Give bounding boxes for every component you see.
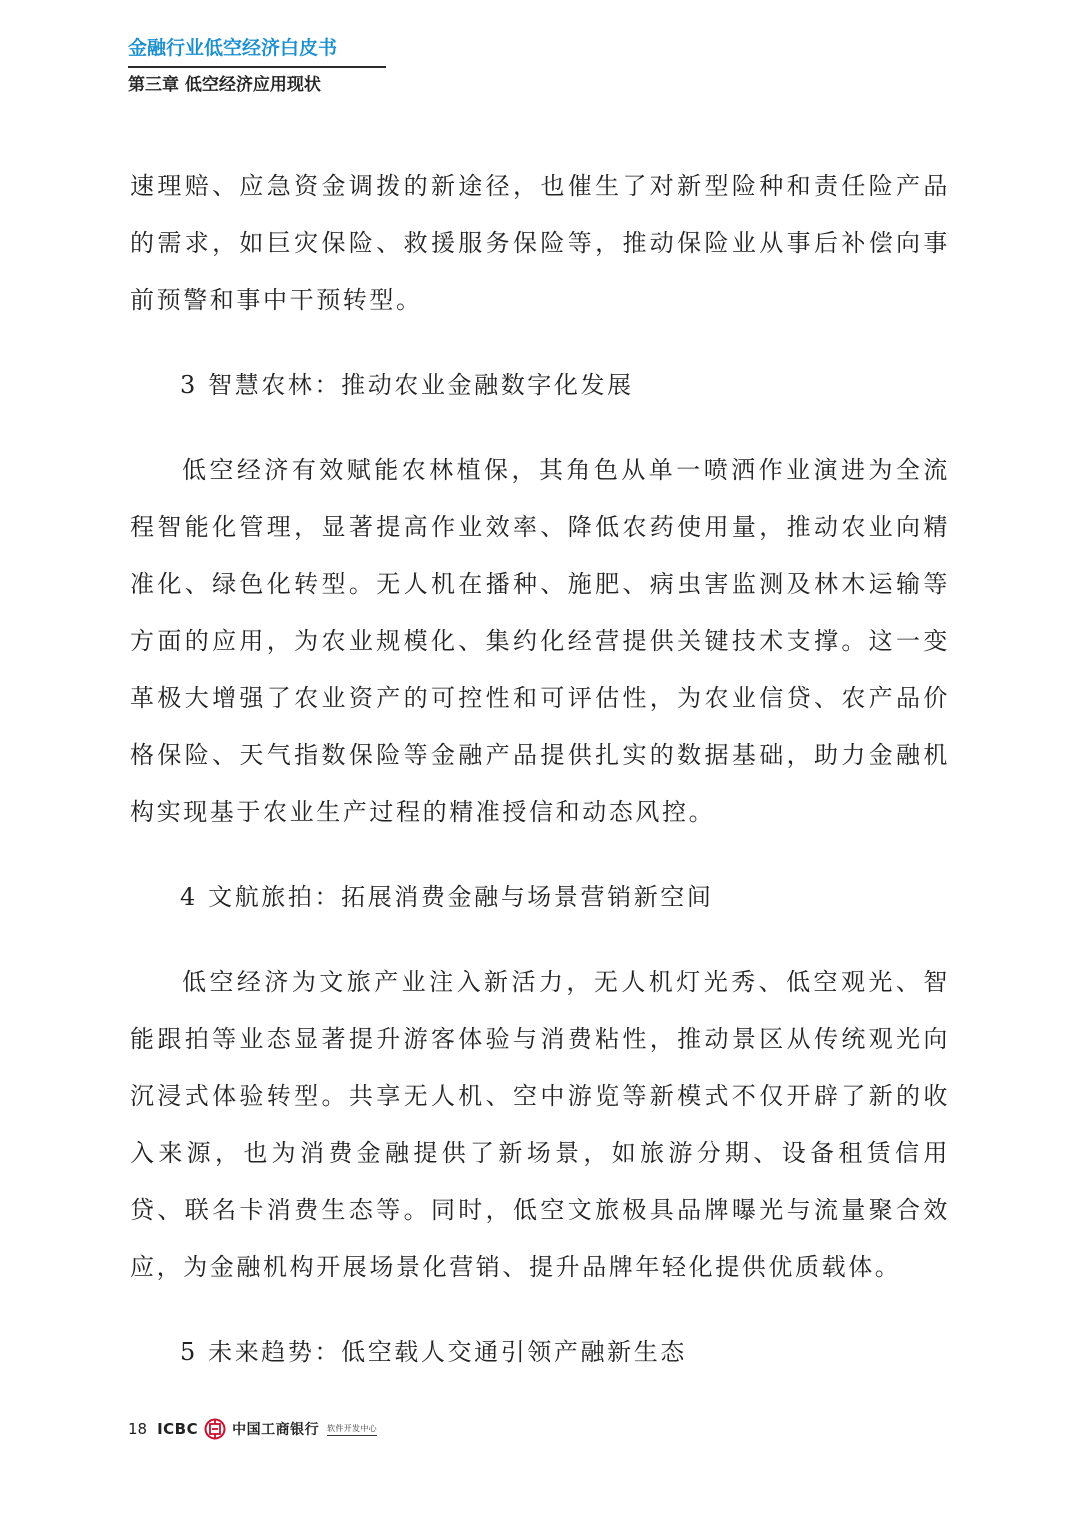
- icbc-wordmark: ICBC: [157, 1420, 199, 1438]
- chapter-title: 第三章 低空经济应用现状: [128, 74, 321, 95]
- section-5-heading: 5 未来趋势：低空载人交通引领产融新生态: [180, 1338, 687, 1366]
- header-divider: [128, 66, 386, 68]
- page-footer: [128, 1414, 377, 1444]
- bank-name: 中国工商银行: [232, 1422, 320, 1438]
- section-4-heading: 4 文航旅拍：拓展消费金融与场景营销新空间: [180, 883, 714, 911]
- page-header: [128, 34, 388, 99]
- icbc-logo-icon: [204, 1418, 226, 1440]
- document-title: 金融行业低空经济白皮书: [128, 37, 338, 59]
- intro-paragraph: 速理赔、应急资金调拨的新途径，也催生了对新型险种和责任险产品的需求，如巨灾保险、救援服务保险等，推动保险业从事后补偿向事前预警和事中干预转型。: [130, 172, 950, 314]
- page-content: [130, 158, 950, 1381]
- section-4-paragraph: 低空经济为文旅产业注入新活力，无人机灯光秀、低空观光、智能跟拍等业态显著提升游客体验与消费粘性，推动景区从传统观光向沉浸式体验转型。共享无人机、空中游览等新模式不仅开辟了新的收入来源，也为消费金融提供了新场景，如旅游分期、设备租赁信用贷、联名卡消费生态等。同时，低空文旅极具品牌曝光与流量聚合效应，为金融机构开展场景化营销、提升品牌年轻化提供优质载体。: [130, 968, 950, 1281]
- page-number: 18: [128, 1420, 148, 1438]
- section-3-heading: 3 智慧农林：推动农业金融数字化发展: [180, 371, 634, 399]
- section-3-paragraph: 低空经济有效赋能农林植保，其角色从单一喷洒作业演进为全流程智能化管理，显著提高作业效率、降低农药使用量，推动农业向精准化、绿色化转型。无人机在播种、施肥、病虫害监测及林木运输等方面的应用，为农业规模化、集约化经营提供关键技术支撑。这一变革极大增强了农业资产的可控性和可评估性，为农业信贷、农产品价格保险、天气指数保险等金融产品提供扎实的数据基础，助力金融机构实现基于农业生产过程的精准授信和动态风控。: [130, 456, 950, 826]
- department-name: 软件开发中心: [327, 1423, 377, 1436]
